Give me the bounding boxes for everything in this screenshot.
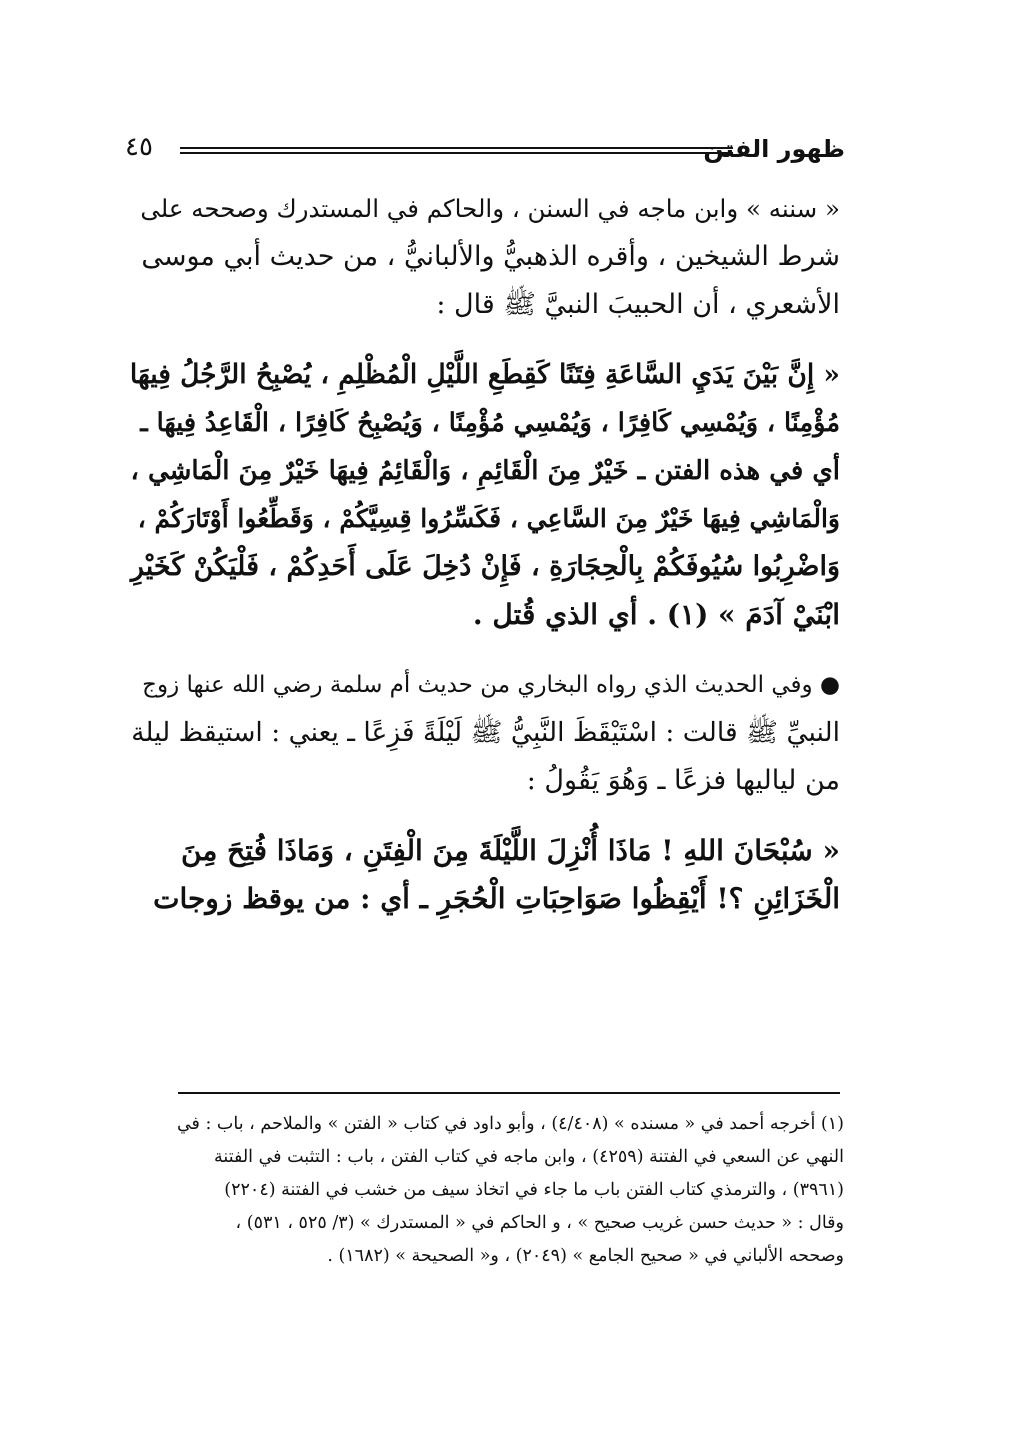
footnotes <box>128 1108 844 1273</box>
text-line: « سننه » وابن ماجه في السنن ، والحاكم في المستدرك وصححه على <box>140 194 840 223</box>
main-text <box>128 185 840 923</box>
footnote-separator <box>178 1092 840 1094</box>
footnote-line: (١) أخرجه أحمد في « مسنده » (٤/٤٠٨) ، وأبو داود في كتاب « الفتن » والملاحم ، باب : في <box>176 1114 844 1134</box>
hadith-line: مُؤْمِنًا ، وَيُمْسِي كَافِرًا ، وَيُمْسِي مُؤْمِنًا ، وَيُصْبِحُ كَافِرًا ، الْقَاعِدُ فِيهَا ـ <box>140 408 840 438</box>
hadith-line: ابْنَيْ آدَمَ » (١) . أي الذي قُتل . <box>472 598 840 631</box>
text-line: النبيِّ ﷺ قالت : اسْتَيْقَظَ النَّبِيُّ ﷺ لَيْلَةً فَزِعًا ـ يعني : استيقظ ليلة <box>131 717 840 748</box>
bullet-first-line: وفي الحديث الذي رواه البخاري من حديث أم سلمة رضي الله عنها زوج <box>142 672 813 698</box>
text-line: من لياليها فزعًا ـ وَهُوَ يَقُولُ : <box>526 765 840 796</box>
footnote-line: النهي عن السعي في الفتنة (٤٢٥٩) ، وابن ماجه في كتاب الفتن ، باب : التثبت في الفتنة <box>214 1147 844 1167</box>
hadith-line: أي في هذه الفتن ـ خَيْرٌ مِنَ الْقَائِمِ ، وَالْقَائِمُ فِيهَا خَيْرٌ مِنَ الْمَاشِي ، <box>130 456 840 486</box>
hadith-line: وَالْمَاشِي فِيهَا خَيْرٌ مِنَ السَّاعِي ، فَكَسِّرُوا قِسِيَّكُمْ ، وَقَطِّعُوا أَوْتَارَكُمْ ، <box>137 504 840 533</box>
text-line: شرط الشيخين ، وأقره الذهبيُّ والألبانيُّ ، من حديث أبي موسى <box>141 241 840 272</box>
footnote-line: وصححه الألباني في « صحيح الجامع » (٢٠٤٩) ، و« الصحيحة » (١٦٨٢) . <box>327 1246 844 1266</box>
bullet-paragraph <box>128 661 840 805</box>
hadith-line: الْخَزَائِنِ ؟! أَيْقِظُوا صَوَاحِبَاتِ الْحُجَرِ ـ أي : من يوقظ زوجات <box>153 882 840 915</box>
footnote-line: (٣٩٦١) ، والترمذي كتاب الفتن باب ما جاء في اتخاذ سيف من خشب في الفتنة (٢٢٠٤) <box>224 1180 844 1200</box>
hadith-quote-1 <box>128 351 840 639</box>
bullet-icon: ● <box>819 672 840 698</box>
page-header <box>125 128 845 168</box>
page-number: ٤٥ <box>125 132 153 162</box>
hadith-line: « سُبْحَانَ اللهِ ! مَاذَا أُنْزِلَ اللَّيْلَةَ مِنَ الْفِتَنِ ، وَمَاذَا فُتِحَ مِنَ <box>181 834 840 867</box>
footnote-line: وقال : « حديث حسن غريب صحيح » ، و الحاكم في « المستدرك » (٣/ ٥٢٥ ، ٥٣١) ، <box>235 1213 844 1233</box>
text-line: الأشعري ، أن الحبيبَ النبيَّ ﷺ قال : <box>436 289 840 320</box>
header-double-rule <box>180 147 733 149</box>
hadith-line: « إِنَّ بَيْنَ يَدَيِ السَّاعَةِ فِتَنًا كَقِطَعِ اللَّيْلِ الْمُظْلِمِ ، يُصْبِحُ الرَّجُلُ فِيهَا <box>129 359 840 390</box>
hadith-quote-2 <box>128 827 840 923</box>
text-line <box>128 661 840 709</box>
running-title: ظهور الفتن <box>703 135 845 163</box>
hadith-line: وَاضْرِبُوا سُيُوفَكُمْ بِالْحِجَارَةِ ، فَإِنْ دُخِلَ عَلَى أَحَدِكُمْ ، فَلْيَكُنْ كَخَيْرِ <box>130 551 840 582</box>
intro-paragraph <box>128 185 840 329</box>
